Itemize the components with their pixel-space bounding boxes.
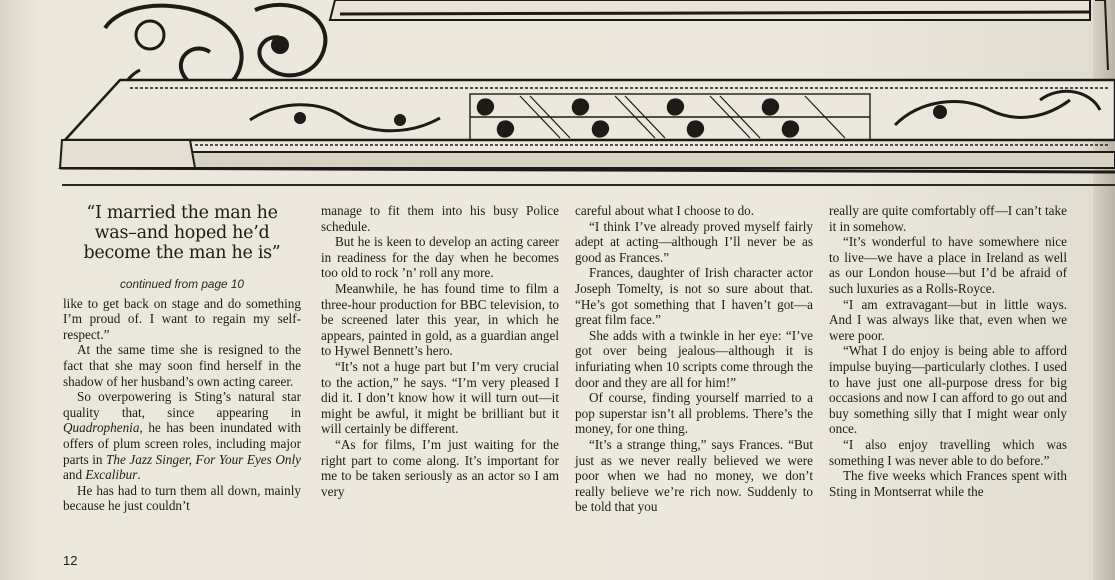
paragraph-text: . [137, 467, 141, 483]
paragraph: But he is keen to develop an acting career in readiness for the day when he becomes too old to rock ’n’ roll any more. [321, 234, 559, 281]
paragraph: “It’s a strange thing,” says Frances. “But just as we never really believed we were poor when we had no money, we don’t really believe we’re rich now. Suddenly to be told that you [575, 436, 813, 515]
paragraph: manage to fit them into his busy Police schedule. [321, 203, 559, 234]
article-column-2 [321, 203, 559, 499]
paragraph: “I think I’ve already proved myself fairly adept at acting—although I’ll never be as good as Frances.” [575, 218, 813, 265]
header-rule [62, 184, 1115, 186]
paragraph: really are quite comfortably off—I can’t take it in somehow. [829, 203, 1067, 234]
paragraph-text: So overpowering is Sting’s natural star quality that, since appearing in [63, 389, 301, 420]
paragraph: “It’s not a huge part but I’m very crucial to the action,” he says. “I’m very pleased I did it. I don’t know how it will turn out—it might be awful, it might be brilliant but it will certainly be different. [321, 358, 559, 437]
page-number: 12 [63, 553, 78, 568]
paragraph: She adds with a twinkle in her eye: “I’ve got over being jealous—although it is infuriating when 10 scripts come through the door and they are all for him!” [575, 327, 813, 390]
paragraph-text: and [63, 467, 86, 483]
paragraph: careful about what I choose to do. [575, 203, 755, 218]
paragraph: “What I do enjoy is being able to afford impulse buying—particularly clothes. I used to have just one all-purpose dress for big occasions and now I can afford to go out and buy something silly that I might wear only once. [829, 343, 1067, 437]
paragraph: “It’s wonderful to have somewhere nice to live—we have a place in Ireland as well as our London house—but I’d be afraid of such luxuries as a Rolls-Royce. [829, 234, 1067, 296]
paragraph-text: , he has been inundated with offers of plum screen roles, including major parts in [63, 420, 301, 467]
paragraph: At the same time she is resigned to the fact that she may soon find herself in the shadow of her husband’s own acting career. [63, 342, 301, 389]
paragraph: Frances, daughter of Irish character actor Joseph Tomelty, is not so sure about that. “He’s got something that I haven’t got—a great film face.” [575, 265, 813, 328]
film-title: Quadrophenia [63, 420, 140, 436]
headline: “I married the man he was–and hoped he’d become the man he is” [83, 203, 281, 263]
paragraph: “I am extravagant—but in little ways. And I was always like that, even when we were poor. [829, 296, 1067, 343]
paragraph: He has had to turn them all down, mainly because he just couldn’t [63, 482, 301, 514]
continued-note: continued from page 10 [120, 277, 244, 291]
ornamental-frame-illustration [0, 0, 1115, 180]
paragraph: The five weeks which Frances spent with Sting in Montserrat while the [829, 468, 1067, 499]
film-title: Excalibur [85, 467, 138, 483]
article-column-1 [63, 203, 301, 514]
paragraph: Of course, finding yourself married to a pop superstar isn’t all problems. There’s the money, for one thing. [575, 390, 813, 437]
film-title: The Jazz Singer, For Your Eyes Only [106, 451, 301, 467]
paragraph: “As for films, I’m just waiting for the right part to come along. It’s important for me to be taken seriously as an actor so I am very [321, 436, 559, 499]
paragraph: like to get back on stage and do something I’m proud of. I want to regain my self-respect.” [63, 295, 301, 342]
paragraph [63, 389, 301, 483]
article-column-3 [575, 203, 813, 515]
paragraph: “I also enjoy travelling which was something I was never able to do before.” [829, 436, 1067, 468]
article-column-4 [829, 203, 1067, 499]
paragraph: Meanwhile, he has found time to film a three-hour production for BBC television, to be screened later this year, in which he appears, painted in gold, as a guardian angel to Hywel Bennett’s hero. [321, 280, 559, 359]
